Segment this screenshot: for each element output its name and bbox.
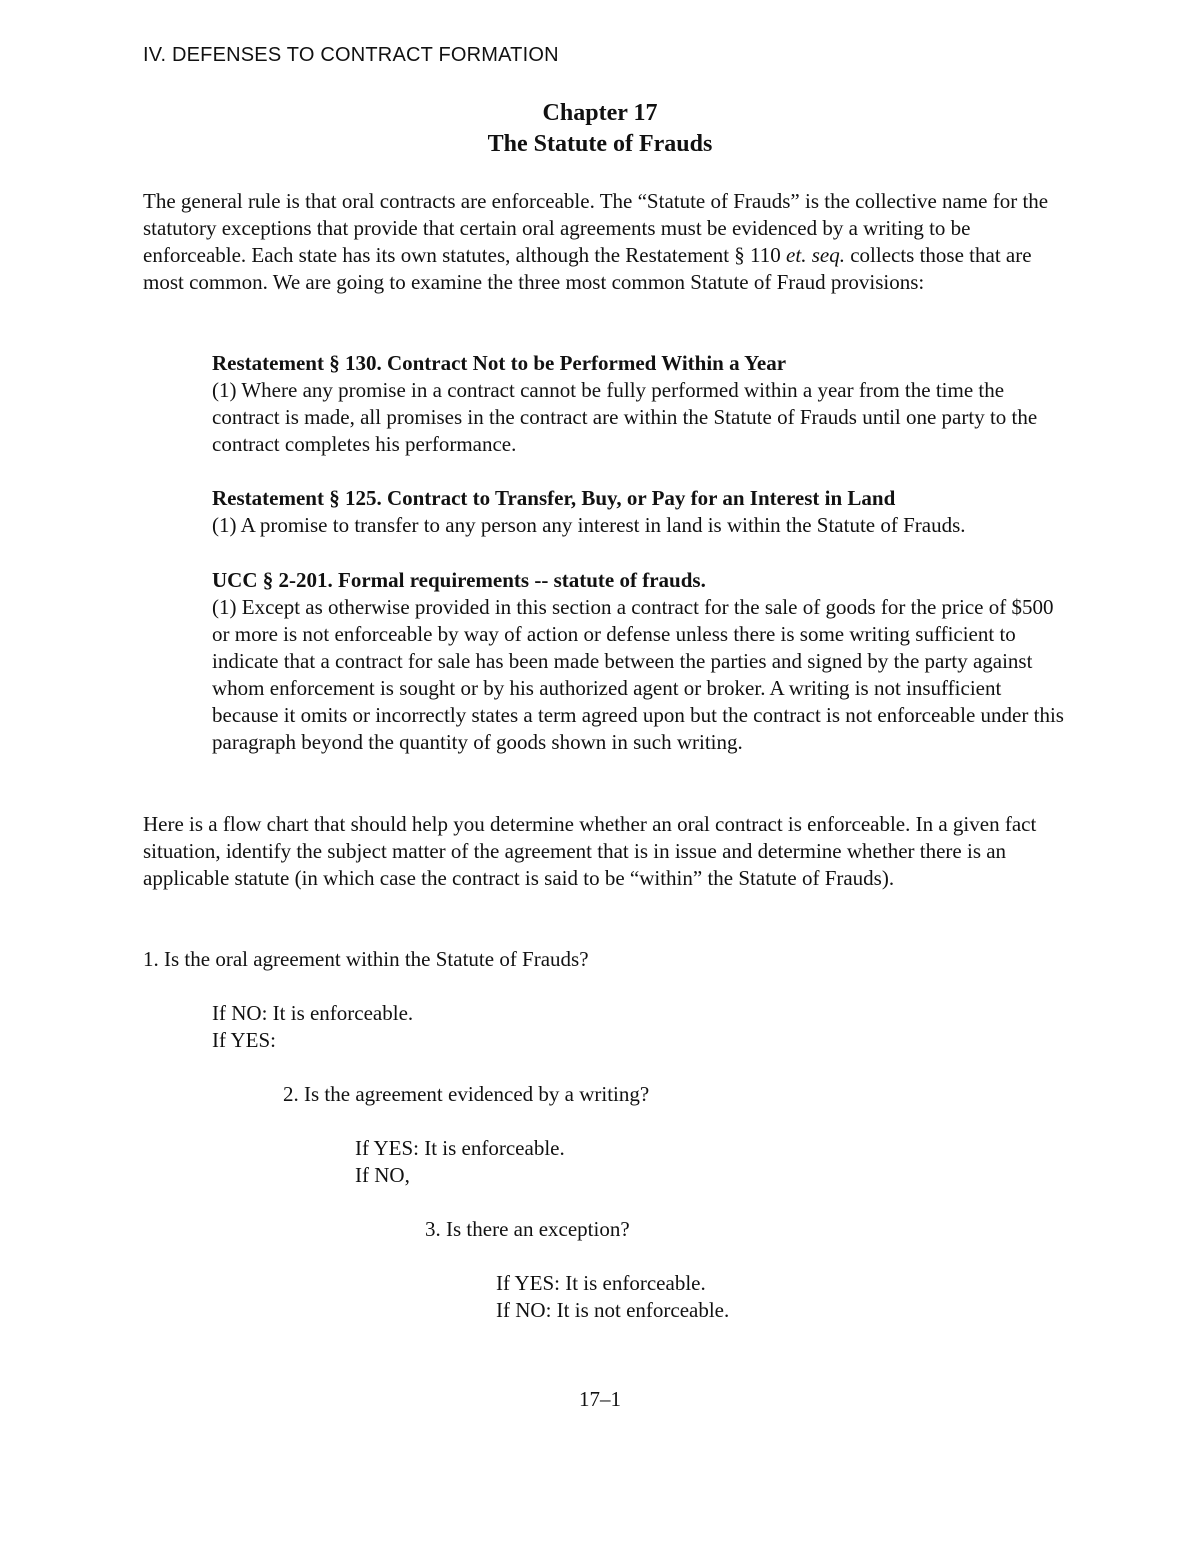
flow-question-3: 3. Is there an exception?: [425, 1217, 630, 1241]
provision-restatement-125: [212, 485, 1072, 539]
page-number: 17–1: [579, 1387, 621, 1411]
provision-ucc-2-201: [212, 567, 1072, 756]
flow-question-1: 1. Is the oral agreement within the Statute of Frauds?: [143, 947, 589, 971]
flow-answer-1-yes: If YES:: [212, 1028, 276, 1052]
flow-answer-2-no: If NO,: [355, 1163, 410, 1187]
running-head: IV. DEFENSES TO CONTRACT FORMATION: [143, 44, 559, 66]
provision-heading: Restatement § 125. Contract to Transfer, Buy, or Pay for an Interest in Land: [212, 486, 896, 510]
chapter-title: The Statute of Frauds: [487, 131, 713, 157]
intro-text: The general rule is that oral contracts are enforceable. The “Statute of Frauds” is the collective name for the statutory exceptions that provide that certain oral agreements must be evidenced by a writing to be enforceable. Each state has its own statutes, although the Restatement § 110: [143, 189, 1049, 267]
provision-restatement-130: [212, 350, 1072, 458]
chapter-number: Chapter 17: [542, 100, 658, 126]
intro-text-continued: collects those that are most common. We are going to examine the three most common Statute of Fraud provisions:: [143, 243, 1032, 294]
flow-answer-3-yes: If YES: It is enforceable.: [496, 1271, 706, 1295]
flow-answer-2-yes: If YES: It is enforceable.: [355, 1136, 565, 1160]
provision-body: (1) A promise to transfer to any person any interest in land is within the Statute of Frauds.: [212, 513, 966, 537]
provision-heading: UCC § 2-201. Formal requirements -- statute of frauds.: [212, 568, 706, 592]
intro-paragraph: [143, 188, 1068, 296]
provision-body: (1) Except as otherwise provided in this section a contract for the sale of goods for the price of $500 or more is not enforceable by way of action or defense unless there is some writing sufficient to indicate that a contract for sale has been made between the parties and signed by the party against whom enforcement is sought or by his authorized agent or broker. A writing is not insufficient because it omits or incorrectly states a term agreed upon but the contract is not enforceable under this paragraph beyond the quantity of goods shown in such writing.: [212, 595, 1064, 754]
flow-question-2: 2. Is the agreement evidenced by a writing?: [283, 1082, 650, 1106]
provision-body: (1) Where any promise in a contract cannot be fully performed within a year from the time the contract is made, all promises in the contract are within the Statute of Frauds until one party to the contract completes his performance.: [212, 378, 1038, 456]
flow-chart-intro: Here is a flow chart that should help you determine whether an oral contract is enforceable. In a given fact situation, identify the subject matter of the agreement that is in issue and determine whether there is an applicable statute (in which case the contract is said to be “within” the Statute of Frauds).: [143, 812, 1037, 890]
provision-heading: Restatement § 130. Contract Not to be Performed Within a Year: [212, 351, 787, 375]
flow-answer-1-no: If NO: It is enforceable.: [212, 1001, 414, 1025]
chapter-title-block: [0, 98, 1200, 160]
intro-italic: et. seq.: [786, 243, 845, 267]
flow-answer-3-no: If NO: It is not enforceable.: [496, 1298, 730, 1322]
